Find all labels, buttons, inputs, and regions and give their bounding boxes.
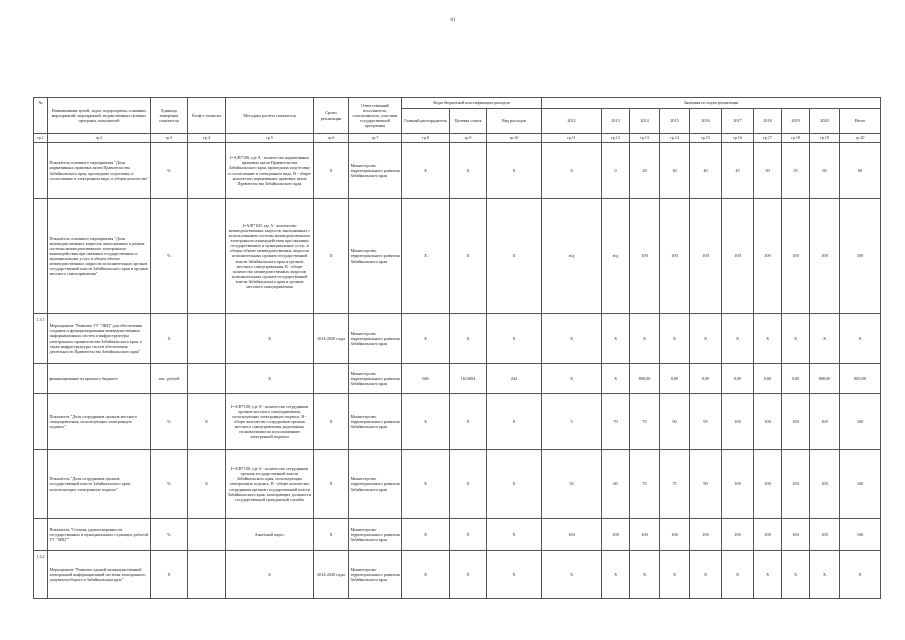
budget-code-cell: Х: [402, 314, 450, 364]
row-term: Х: [314, 394, 349, 450]
row-unit: %: [151, 143, 188, 199]
year-value-cell: Х: [810, 551, 840, 599]
header-year: 2014: [630, 109, 660, 134]
column-number: гр.3: [151, 134, 188, 143]
year-value-cell: 100: [810, 519, 840, 551]
year-value-cell: Х: [722, 551, 754, 599]
row-coefficient: [188, 551, 226, 599]
row-number: 1.3.1: [34, 314, 48, 364]
year-value-cell: 100: [782, 450, 810, 519]
row-method: Х: [226, 551, 314, 599]
year-value-cell: Х: [660, 314, 690, 364]
budget-code-cell: Х: [487, 394, 542, 450]
header-method: Методика расчета показателя: [226, 98, 314, 134]
row-name: Показатель основного мероприятия "Доля нормативных правовых актов Правительства Забайкальского края, прошедших подготовку и согласование в электронном виде, в общем количестве": [48, 143, 151, 199]
table-row: [34, 199, 881, 314]
row-method: I=A/B*100, где A - количество нормативных правовых актов Правительства Забайкальского края, прошедших подготовку и согласование в электронном виде, B - общее количество нормативных правовых актов Правительства Забайкальского края: [226, 143, 314, 199]
year-value-cell: Х: [542, 314, 602, 364]
column-number: гр.5: [226, 134, 314, 143]
row-term: Х: [314, 143, 349, 199]
year-value-cell: 70: [630, 450, 660, 519]
budget-code-cell: Х: [450, 314, 487, 364]
table-body: [34, 134, 881, 599]
year-value-cell: 100: [840, 519, 881, 551]
row-responsible: Министерство территориального развития Забайкальского края: [349, 364, 402, 394]
year-value-cell: 70: [602, 394, 630, 450]
year-value-cell: 0,00: [722, 364, 754, 394]
row-coefficient: Х: [188, 450, 226, 519]
row-name: финансирование из краевого бюджета: [48, 364, 151, 394]
year-value-cell: 60: [840, 143, 881, 199]
budget-code-cell: Х: [487, 519, 542, 551]
row-method: I=A/B*100, где A - количество межведомственных запросов, выполненных с использованием системы межведомственного электронного взаимодействия при оказании государственных и муниципальных услуг, в общем объеме межведомственных запросов исполнительных органов государственной власти Забайкальского края и органов местного самоуправления, B - общее количество межведомственных запросов исполнительных органов государственной власти Забайкальского края и органов местного самоуправления: [226, 199, 314, 314]
year-value-cell: 100: [542, 519, 602, 551]
year-value-cell: 60: [602, 450, 630, 519]
header-expense-type: Вид расходов: [487, 109, 542, 134]
row-number: [34, 199, 48, 314]
header-number: №: [34, 98, 48, 134]
budget-code-cell: Х: [487, 450, 542, 519]
year-value-cell: Х: [630, 551, 660, 599]
table-row: [34, 143, 881, 199]
year-value-cell: Х: [722, 314, 754, 364]
column-number: гр.12: [602, 134, 630, 143]
year-value-cell: 100: [754, 199, 782, 314]
table-row: [34, 519, 881, 551]
row-unit: %: [151, 199, 188, 314]
year-value-cell: Х: [630, 314, 660, 364]
budget-code-cell: Х: [487, 551, 542, 599]
budget-code-cell: Х: [402, 394, 450, 450]
header-year-values: Значения по годам реализации: [542, 98, 881, 109]
row-unit: тыс. рублей: [151, 364, 188, 394]
budget-code-cell: Х: [450, 143, 487, 199]
row-unit: %: [151, 519, 188, 551]
column-number: гр.4: [188, 134, 226, 143]
year-value-cell: 100: [722, 450, 754, 519]
header-term: Сроки реализации: [314, 98, 349, 134]
row-coefficient: [188, 199, 226, 314]
header-year: 2020: [810, 109, 840, 134]
row-name: Мероприятие "Развитие ГУ "ЗИЦ" для обеспечения создания и функционирования межведомственных информационных систем и инфраструктуры электронного правительства Забайкальского края, а также инфраструктуры систем обеспечения деятельности Правительства Забайкальского края": [48, 314, 151, 364]
year-value-cell: 100: [754, 394, 782, 450]
header-main-manager: Главный распорядитель: [402, 109, 450, 134]
column-number: гр.8: [402, 134, 450, 143]
header-year: 2017: [722, 109, 754, 134]
row-term: 2014-2020 годы: [314, 314, 349, 364]
column-number-row: [34, 134, 881, 143]
row-number: [34, 394, 48, 450]
budget-code-cell: Х: [402, 551, 450, 599]
row-method: I=A/B*100, где A - количество сотрудников органов местного самоуправления, использующих электронную подпись, B - общее количество сотрудников органов местного самоуправления, наделенных полномочиями по использованию электронной подписи: [226, 394, 314, 450]
year-value-cell: 100: [722, 394, 754, 450]
budget-code-cell: Х: [450, 519, 487, 551]
year-value-cell: Х: [690, 314, 722, 364]
row-responsible: Министерство территориального развития Забайкальского края: [349, 450, 402, 519]
year-value-cell: 100: [722, 199, 754, 314]
year-value-cell: Х: [840, 551, 881, 599]
row-term: [314, 364, 349, 394]
column-number: гр.14: [660, 134, 690, 143]
year-value-cell: 100: [690, 199, 722, 314]
year-value-cell: 75: [660, 450, 690, 519]
budget-code-cell: Х: [402, 450, 450, 519]
row-name: Мероприятие "Развитие единой межведомственной электронной информационной системы электронного документооборота в Забайкальском крае": [48, 551, 151, 599]
table-row: [34, 314, 881, 364]
row-unit: %: [151, 394, 188, 450]
column-number: гр.20: [840, 134, 881, 143]
year-value-cell: 5: [542, 394, 602, 450]
year-value-cell: 90: [690, 450, 722, 519]
header-target-article: Целевая статья: [450, 109, 487, 134]
year-value-cell: Х: [660, 551, 690, 599]
budget-code-cell: Х: [450, 199, 487, 314]
row-term: Х: [314, 450, 349, 519]
row-coefficient: [188, 519, 226, 551]
row-responsible: Министерство территориального развития Забайкальского края: [349, 519, 402, 551]
row-method: Х: [226, 364, 314, 394]
year-value-cell: Х: [542, 551, 602, 599]
row-responsible: Министерство территориального развития Забайкальского края: [349, 199, 402, 314]
row-name: Показатель "Степень удовлетворенности государственных и муниципальных служащих работой ГУ "ЗИЦ"": [48, 519, 151, 551]
row-method: I=A/B*100, где A - количество сотрудников органов государственной власти Забайкальского края, использующих электронную подпись, B - общее количество сотрудников органов государственной власти Забайкальского края, замещающих должности государственной гражданской службы: [226, 450, 314, 519]
budget-code-cell: Х: [402, 143, 450, 199]
year-value-cell: 100: [754, 519, 782, 551]
year-value-cell: 100: [810, 450, 840, 519]
year-value-cell: Х: [810, 314, 840, 364]
year-value-cell: 75: [630, 394, 660, 450]
row-coefficient: Х: [188, 394, 226, 450]
column-number: гр.10: [487, 134, 542, 143]
row-coefficient: [188, 314, 226, 364]
year-value-cell: Х: [840, 314, 881, 364]
year-value-cell: 100: [840, 394, 881, 450]
year-value-cell: 0,00: [754, 364, 782, 394]
table-row: [34, 450, 881, 519]
year-value-cell: 100: [722, 519, 754, 551]
row-term: Х: [314, 519, 349, 551]
year-value-cell: 800,00: [630, 364, 660, 394]
year-value-cell: 0,00: [660, 364, 690, 394]
column-number: гр.15: [690, 134, 722, 143]
row-coefficient: [188, 143, 226, 199]
budget-code-cell: Х: [402, 199, 450, 314]
row-number: [34, 364, 48, 394]
column-number: гр.1: [34, 134, 48, 143]
program-indicators-table: [33, 97, 881, 599]
row-method: Х: [226, 314, 314, 364]
row-term: Х: [314, 199, 349, 314]
table-row: [34, 364, 881, 394]
year-value-cell: 100: [810, 394, 840, 450]
header-year: 2013: [602, 109, 630, 134]
row-name: Показатель "Доля сотрудников органов государственной власти Забайкальского края, использующих электронную подпись": [48, 450, 151, 519]
header-year: 2012: [542, 109, 602, 134]
year-value-cell: 100: [690, 519, 722, 551]
budget-code-cell: 1613004: [450, 364, 487, 394]
row-number: [34, 143, 48, 199]
year-value-cell: 40: [690, 143, 722, 199]
row-responsible: Министерство территориального развития Забайкальского края: [349, 143, 402, 199]
row-unit: Х: [151, 551, 188, 599]
year-value-cell: 100: [810, 199, 840, 314]
year-value-cell: 95: [690, 394, 722, 450]
year-value-cell: 60: [810, 143, 840, 199]
row-name: Показатель основного мероприятия "Доля межведомственных запросов, выполненных в рамках системы межведомственного электронного взаимодействия при оказании государственных и муниципальных услуг, в общем объеме межведомственных запросов исполнительных органов государственной власти Забайкальского края и органов местного самоуправления": [48, 199, 151, 314]
header-budget-codes: Коды бюджетной классификации расходов: [402, 98, 542, 109]
year-value-cell: Х: [782, 551, 810, 599]
row-term: 2014-2020 годы: [314, 551, 349, 599]
year-value-cell: 100: [754, 450, 782, 519]
budget-code-cell: Х: [487, 199, 542, 314]
page-number: 61: [450, 18, 456, 23]
column-number: гр.7: [349, 134, 402, 143]
year-value-cell: 100: [630, 519, 660, 551]
row-responsible: Министерство территориального развития Забайкальского края: [349, 394, 402, 450]
year-value-cell: Х: [782, 314, 810, 364]
header-total: Итого: [840, 109, 881, 134]
table-row: [34, 551, 881, 599]
budget-code-cell: 040: [402, 364, 450, 394]
table-row: [34, 394, 881, 450]
row-name: Показатель "Доля сотрудников органов местного самоуправления, использующих электронную подпись": [48, 394, 151, 450]
header-year: 2019: [782, 109, 810, 134]
header-year: 2016: [690, 109, 722, 134]
budget-code-cell: 242: [487, 364, 542, 394]
column-number: гр.2: [48, 134, 151, 143]
header-year: 2018: [754, 109, 782, 134]
year-value-cell: 30: [660, 143, 690, 199]
column-number: гр.9: [450, 134, 487, 143]
year-value-cell: Х: [754, 314, 782, 364]
year-value-cell: 100: [660, 199, 690, 314]
year-value-cell: 90: [660, 394, 690, 450]
column-number: гр.11: [542, 134, 602, 143]
column-number: гр.16: [722, 134, 754, 143]
year-value-cell: 55: [782, 143, 810, 199]
column-number: гр.18: [782, 134, 810, 143]
year-value-cell: 50: [542, 450, 602, 519]
table-header: [34, 98, 881, 134]
row-responsible: Министерство территориального развития Забайкальского края: [349, 551, 402, 599]
year-value-cell: 0: [602, 143, 630, 199]
row-unit: %: [151, 450, 188, 519]
year-value-cell: 100: [630, 199, 660, 314]
year-value-cell: 0,00: [690, 364, 722, 394]
year-value-cell: 100: [782, 199, 810, 314]
column-number: гр.6: [314, 134, 349, 143]
year-value-cell: Х: [542, 364, 602, 394]
year-value-cell: 100: [660, 519, 690, 551]
year-value-cell: 100: [782, 519, 810, 551]
budget-code-cell: Х: [487, 143, 542, 199]
budget-code-cell: Х: [450, 551, 487, 599]
row-number: [34, 450, 48, 519]
year-value-cell: Х: [602, 364, 630, 394]
year-value-cell: 800,00: [840, 364, 881, 394]
budget-code-cell: Х: [402, 519, 450, 551]
year-value-cell: Х: [602, 314, 630, 364]
year-value-cell: 100: [840, 450, 881, 519]
year-value-cell: Х: [602, 551, 630, 599]
year-value-cell: 0,00: [782, 364, 810, 394]
header-name: Наименование целей, задач, подпрограмм, основных мероприятий, мероприятий, ведомственных целевых программ, показателей: [48, 98, 151, 134]
budget-code-cell: Х: [450, 450, 487, 519]
row-coefficient: [188, 364, 226, 394]
year-value-cell: 100: [840, 199, 881, 314]
year-value-cell: н/д: [602, 199, 630, 314]
year-value-cell: 100: [782, 394, 810, 450]
row-number: 1.3.2: [34, 551, 48, 599]
year-value-cell: Х: [690, 551, 722, 599]
header-year: 2015: [660, 109, 690, 134]
budget-code-cell: Х: [487, 314, 542, 364]
row-unit: Х: [151, 314, 188, 364]
budget-code-cell: Х: [450, 394, 487, 450]
column-number: гр.19: [810, 134, 840, 143]
year-value-cell: Х: [754, 551, 782, 599]
row-method: Анкетный опрос: [226, 519, 314, 551]
year-value-cell: 100: [602, 519, 630, 551]
year-value-cell: 800,00: [810, 364, 840, 394]
year-value-cell: 45: [722, 143, 754, 199]
header-unit: Единица измерения показателя: [151, 98, 188, 134]
header-coefficient: Коэф-т полноты: [188, 98, 226, 134]
year-value-cell: 0: [542, 143, 602, 199]
column-number: гр.17: [754, 134, 782, 143]
year-value-cell: н/д: [542, 199, 602, 314]
header-row-top: [34, 98, 881, 109]
row-number: [34, 519, 48, 551]
row-responsible: Министерство территориального развития Забайкальского края: [349, 314, 402, 364]
column-number: гр.13: [630, 134, 660, 143]
year-value-cell: 50: [754, 143, 782, 199]
header-responsible: Ответственный исполнитель, соисполнитель, участник государственной программы: [349, 98, 402, 134]
year-value-cell: 20: [630, 143, 660, 199]
